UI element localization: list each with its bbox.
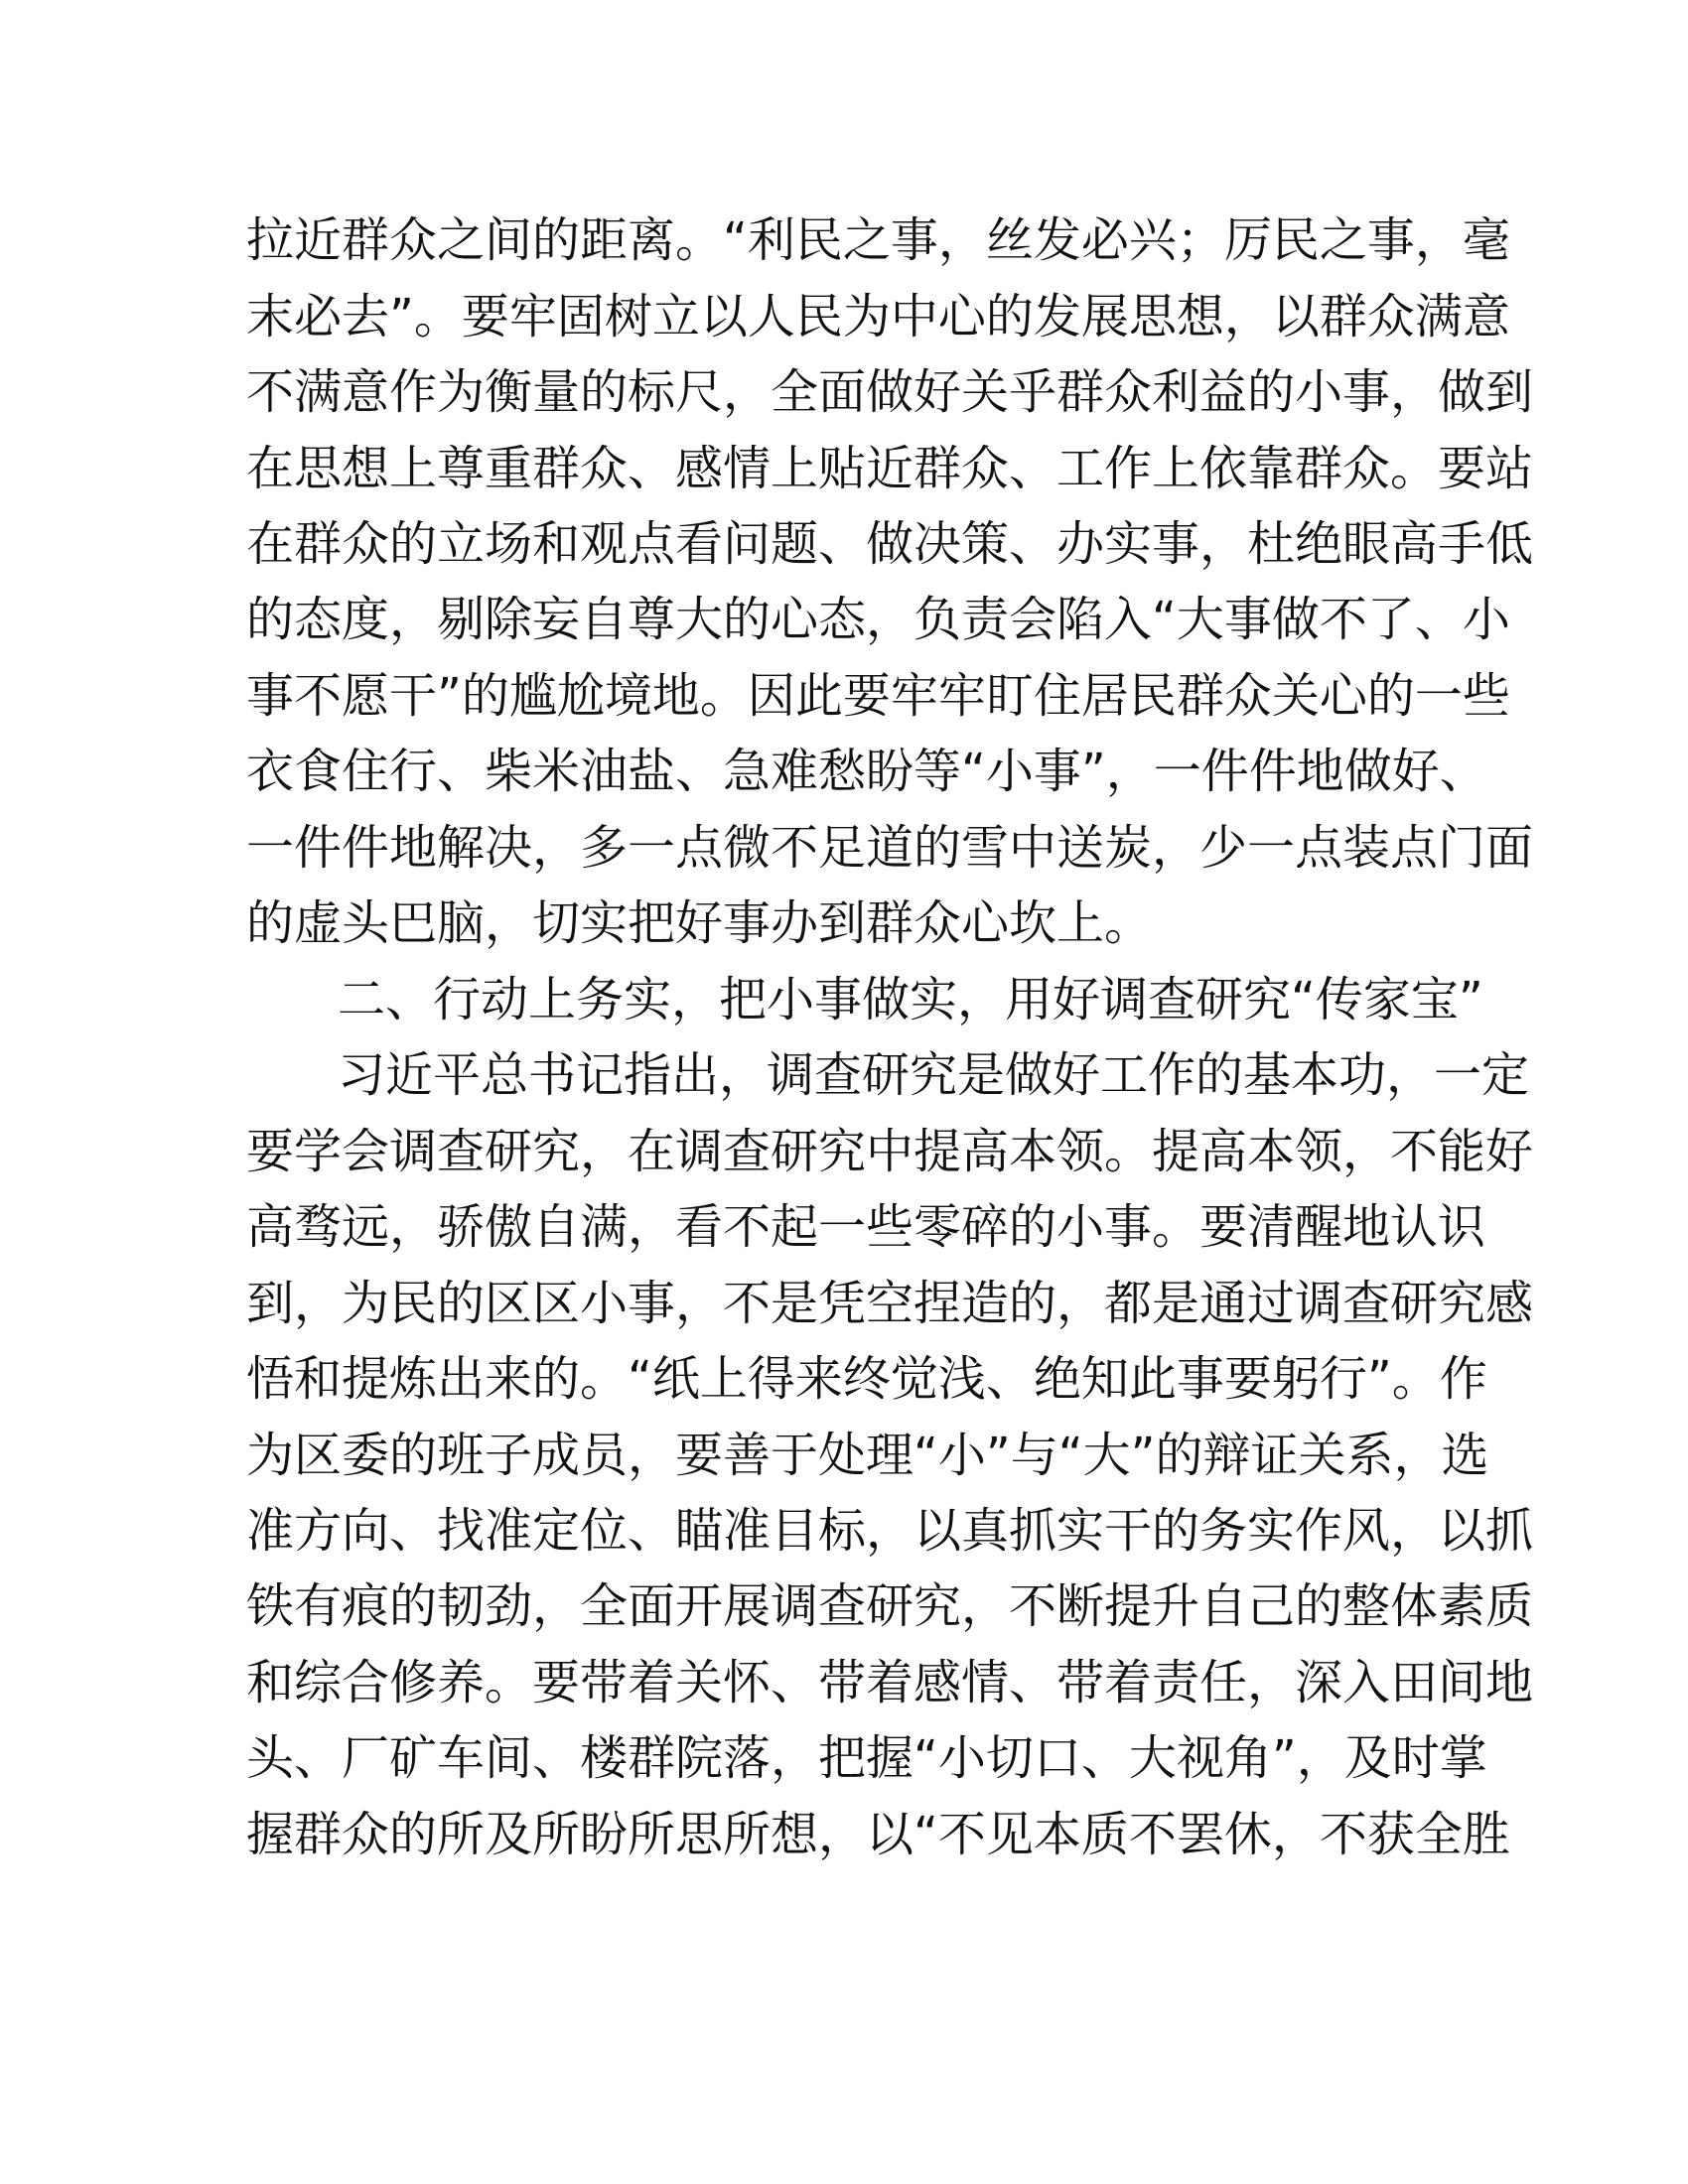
paragraph-line: 在群众的立场和观点看问题、做决策、办实事，杜绝眼高手低 [246,516,1534,572]
paragraph-line: 要学会调查研究，在调查研究中提高本领。提高本领，不能好 [246,1124,1534,1179]
paragraph-line: 末必去”。要牢固树立以人民为中心的发展思想，以群众满意 [246,289,1510,344]
paragraph-line: 的态度，剔除妄自尊大的心态，负责会陷入“大事做不了、小 [246,592,1510,647]
paragraph-line: 为区委的班子成员，要善于处理“小”与“大”的辩证关系，选 [246,1428,1489,1483]
paragraph-line: 和综合修养。要带着关怀、带着感情、带着责任，深入田间地 [246,1655,1534,1710]
paragraph-line: 不满意作为衡量的标尺，全面做好关乎群众利益的小事，做到 [246,364,1534,420]
paragraph-line: 到，为民的区区小事，不是凭空捏造的，都是通过调查研究感 [246,1276,1534,1331]
paragraph-line: 铁有痕的韧劲，全面开展调查研究，不断提升自己的整体素质 [246,1578,1534,1634]
paragraph-line: 一件件地解决，多一点微不足道的雪中送炭，少一点装点门面 [246,820,1534,876]
paragraph-line: 在思想上尊重群众、感情上贴近群众、工作上依靠群众。要站 [246,441,1534,496]
paragraph-line: 悟和提炼出来的。“纸上得来终觉浅、绝知此事要躬行”。作 [246,1351,1487,1407]
paragraph-line: 准方向、找准定位、瞄准目标，以真抓实干的务实作风，以抓 [246,1503,1534,1559]
paragraph-line: 高骛远，骄傲自满，看不起一些零碎的小事。要清醒地认识 [246,1199,1486,1255]
paragraph-line: 的虚头巴脑，切实把好事办到群众心坎上。 [246,895,1153,951]
paragraph-line: 头、厂矿车间、楼群院落，把握“小切口、大视角”，及时掌 [246,1730,1487,1786]
paragraph-line: 事不愿干”的尴尬境地。因此要牢牢盯住居民群众关心的一些 [246,668,1510,724]
paragraph-line: 衣食住行、柴米油盐、急难愁盼等“小事”，一件件地做好、 [246,744,1487,799]
paragraph-line: 拉近群众之间的距离。“利民之事，丝发必兴；厉民之事，毫 [246,212,1510,268]
paragraph-line: 习近平总书记指出，调查研究是做好工作的基本功，一定 [338,1047,1530,1103]
paragraph-line: 握群众的所及所盼所思所想，以“不见本质不罢休，不获全胜 [246,1807,1510,1862]
section-heading: 二、行动上务实，把小事做实，用好调查研究“传家宝” [338,972,1483,1027]
